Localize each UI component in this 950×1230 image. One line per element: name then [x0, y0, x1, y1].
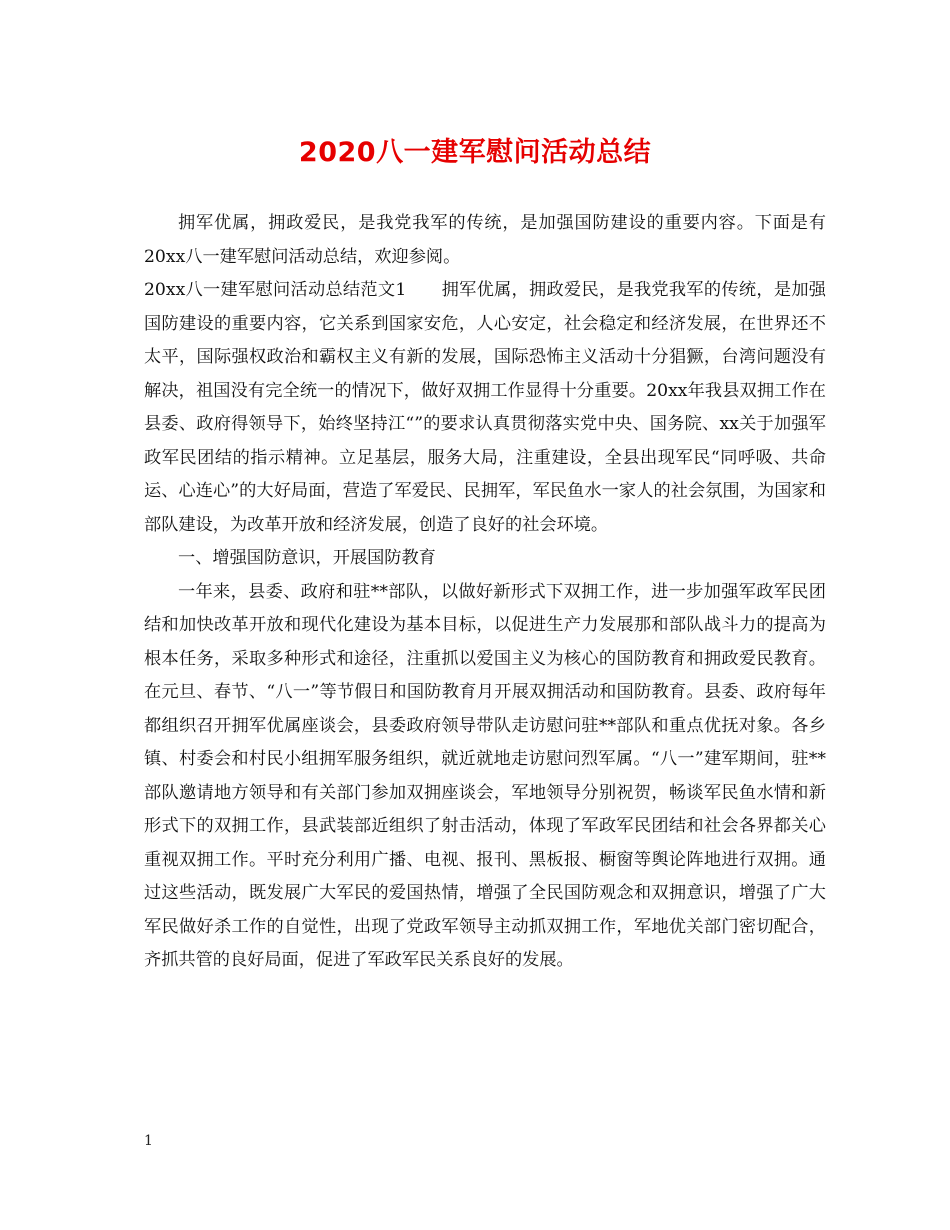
section-paragraph: 一年来，县委、政府和驻**部队，以做好新形式下双拥工作，进一步加强军政军民团结和加快改革开放和现代化建设为基本目标，以促进生产力发展那和部队战斗力的提高为根本任务，采取多种形式和途径，注重抓以爱国主义为核心的国防教育和拥政爱民教育。在元旦、春节、“八一”等节假日和国防教育月开展双拥活动和国防教育。县委、政府每年都组织召开拥军优属座谈会，县委政府领导带队走访慰问驻**部队和重点优抚对象。各乡镇、村委会和村民小组拥军服务组织，就近就地走访慰问烈军属。“八一”建军期间，驻**部队邀请地方领导和有关部门参加双拥座谈会，军地领导分别祝贺，畅谈军民鱼水情和新形式下的双拥工作，县武装部近组织了射击活动，体现了军政军民团结和社会各界都关心重视双拥工作。平时充分利用广播、电视、报刊、黑板报、橱窗等舆论阵地进行双拥。通过这些活动，既发展广大军民的爱国热情，增强了全民国防观念和双拥意识，增强了广大军民做好杀工作的自觉性，出现了党政军领导主动抓双拥工作，军地优关部门密切配合，齐抓共管的良好局面，促进了军政军民关系良好的发展。 [144, 581, 826, 970]
document-title: 2020八一建军慰问活动总结 [298, 137, 652, 168]
intro-paragraph: 拥军优属，拥政爱民，是我党我军的传统，是加强国防建设的重要内容。下面是有20xx八一建军慰问活动总结，欢迎参阅。 [144, 213, 826, 267]
section-heading: 一、增强国防意识，开展国防教育 [178, 548, 436, 568]
page-number: 1 [144, 1133, 153, 1149]
summary-paragraph: 20xx八一建军慰问活动总结范文1 拥军优属，拥政爱民，是我党我军的传统，是加强国防建设的重要内容，它关系到国家安危，人心安定，社会稳定和经济发展，在世界还不太平，国际强权政治和霸权主义有新的发展，国际恐怖主义活动十分猖獗，台湾问题没有解决，祖国没有完全统一的情况下，做好双拥工作显得十分重要。20xx年我县双拥工作在县委、政府得领导下，始终坚持江“”的要求认真贯彻落实党中央、国务院、xx关于加强军政军民团结的指示精神。立足基层，服务大局，注重建设，全县出现军民“同呼吸、共命运、心连心”的大好局面，营造了军爱民、民拥军，军民鱼水一家人的社会氛围，为国家和部队建设，为改革开放和经济发展，创造了良好的社会环境。 [144, 280, 826, 535]
document-body [144, 207, 826, 978]
